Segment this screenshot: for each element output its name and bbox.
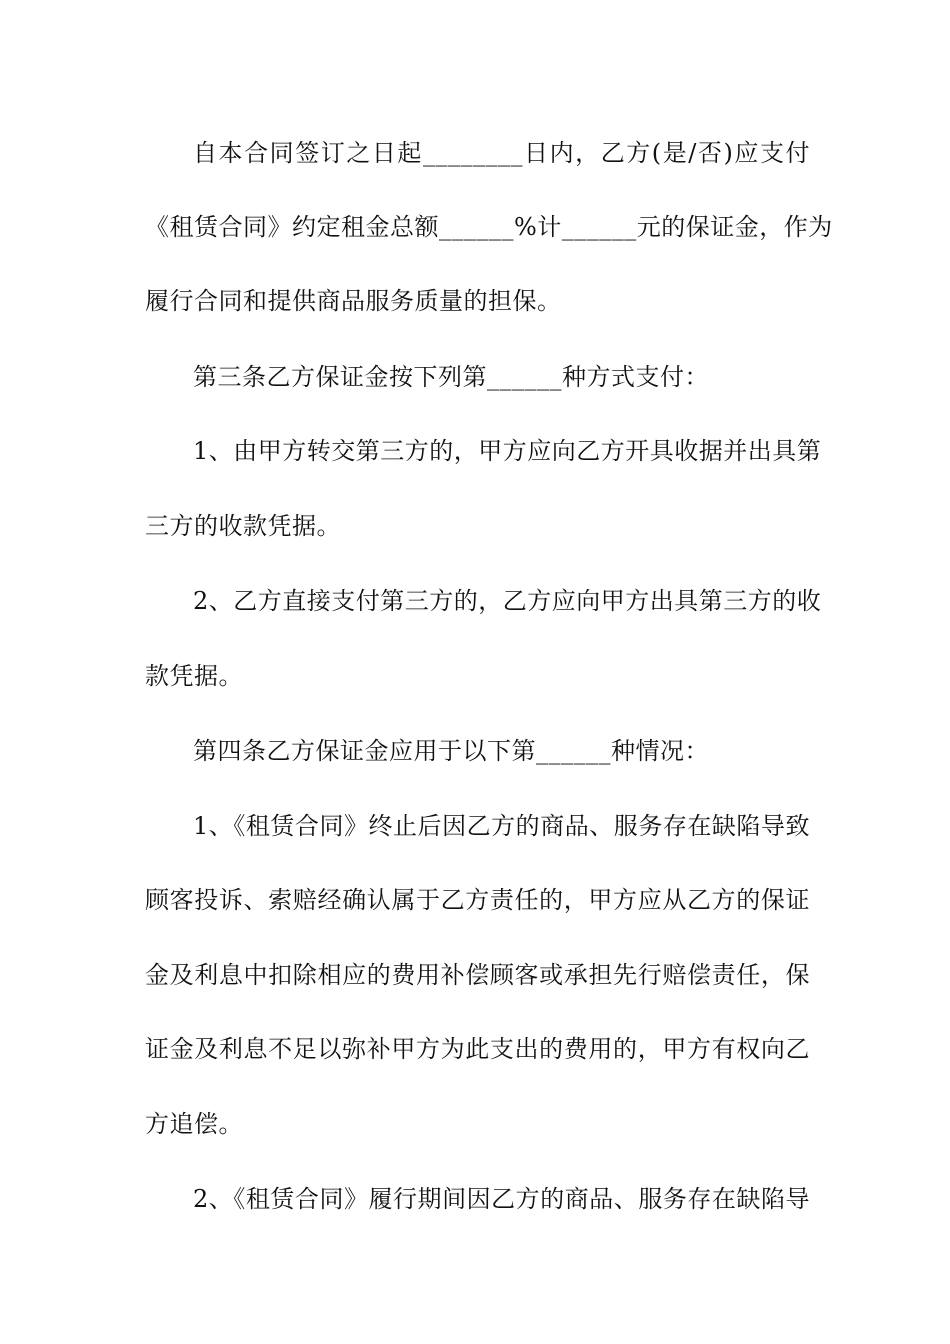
paragraph-line: 第三条乙方保证金按下列第______种方式支付： <box>193 363 709 391</box>
paragraph-line: 款凭据。 <box>145 662 243 690</box>
paragraph-line: 1、由甲方转交第三方的，甲方应向乙方开具收据并出具第 <box>193 437 822 465</box>
paragraph-line: 顾客投诉、索赔经确认属于乙方责任的，甲方应从乙方的保证 <box>145 886 810 914</box>
paragraph-line: 证金及利息不足以弥补甲方为此支出的费用的，甲方有权向乙 <box>145 1035 810 1063</box>
paragraph-line: 方追偿。 <box>145 1110 243 1138</box>
paragraph-line: 履行合同和提供商品服务质量的担保。 <box>145 287 562 315</box>
paragraph-line: 自本合同签订之日起________日内，乙方(是/否)应支付 <box>193 139 810 167</box>
paragraph-line: 2、《租赁合同》履行期间因乙方的商品、服务存在缺陷导 <box>193 1185 810 1213</box>
paragraph-line: 金及利息中扣除相应的费用补偿顾客或承担先行赔偿责任，保 <box>145 961 810 989</box>
paragraph-line: 2、乙方直接支付第三方的，乙方应向甲方出具第三方的收 <box>193 587 822 615</box>
paragraph-line: 第四条乙方保证金应用于以下第______种情况： <box>193 737 709 765</box>
paragraph-line: 1、《租赁合同》终止后因乙方的商品、服务存在缺陷导致 <box>193 812 810 840</box>
paragraph-line: 三方的收款凭据。 <box>145 512 341 540</box>
paragraph-line: 《租赁合同》约定租金总额______%计______元的保证金，作为 <box>145 213 833 241</box>
